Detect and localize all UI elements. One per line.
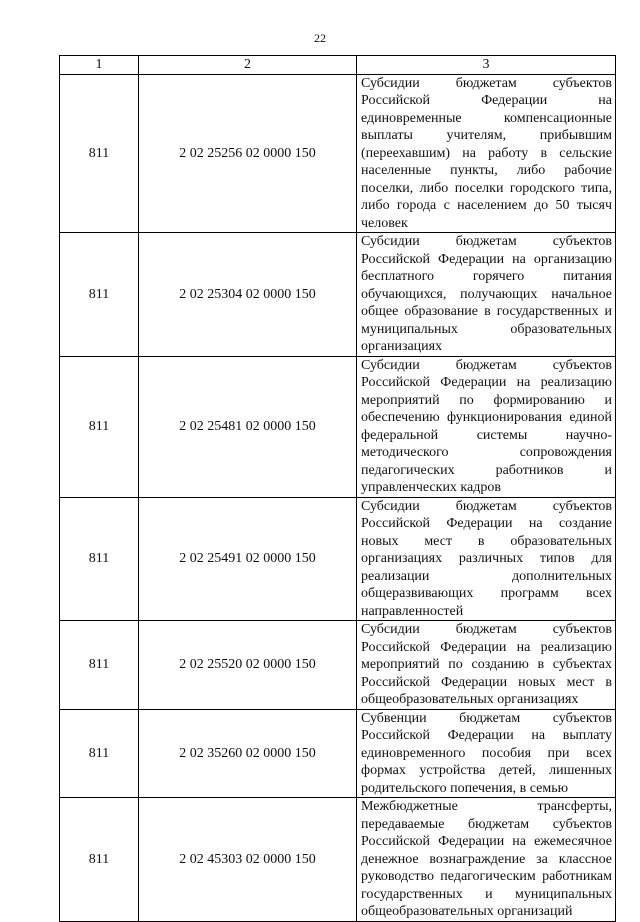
revenue-name-cell: Субсидии бюджетам субъектов Российской Федерации на организацию бесплатного горячего питания обучающихся, получающих начальное общее образование в государственных и муниципальных образовательных организациях bbox=[357, 233, 616, 357]
table-header-row bbox=[60, 56, 616, 75]
admin-code-cell: 811 bbox=[60, 356, 139, 497]
admin-code-cell: 811 bbox=[60, 798, 139, 922]
table-row bbox=[60, 233, 616, 357]
page-number: 22 bbox=[314, 31, 326, 45]
budget-code-cell: 2 02 25520 02 0000 150 bbox=[139, 621, 357, 710]
budget-code-cell: 2 02 25256 02 0000 150 bbox=[139, 74, 357, 233]
budget-classification-table bbox=[59, 55, 616, 922]
revenue-name-cell: Субвенции бюджетам субъектов Российской Федерации на выплату единовременного пособия при всех формах устройства детей, лишенных родительского попечения, в семью bbox=[357, 709, 616, 798]
column-header-2: 2 bbox=[139, 56, 357, 75]
admin-code-cell: 811 bbox=[60, 233, 139, 357]
budget-code-cell: 2 02 25304 02 0000 150 bbox=[139, 233, 357, 357]
revenue-name-cell: Межбюджетные трансферты, передаваемые бюджетам субъектов Российской Федерации на ежемесячное денежное вознаграждение за классное руководство педагогическим работникам государственных и муниципальных общеобразовательных организаций bbox=[357, 798, 616, 922]
column-header-1: 1 bbox=[60, 56, 139, 75]
table-row bbox=[60, 74, 616, 233]
table-row bbox=[60, 497, 616, 621]
table-row bbox=[60, 709, 616, 798]
admin-code-cell: 811 bbox=[60, 74, 139, 233]
revenue-name-cell: Субсидии бюджетам субъектов Российской Федерации на реализацию мероприятий по созданию в субъектах Российской Федерации новых мест в общеобразовательных организациях bbox=[357, 621, 616, 710]
admin-code-cell: 811 bbox=[60, 497, 139, 621]
budget-code-cell: 2 02 25481 02 0000 150 bbox=[139, 356, 357, 497]
table-row bbox=[60, 356, 616, 497]
revenue-name-cell: Субсидии бюджетам субъектов Российской Федерации на реализацию мероприятий по формированию и обеспечению функционирования единой федеральной системы научно-методического сопровождения педагогических работников и управленческих кадров bbox=[357, 356, 616, 497]
admin-code-cell: 811 bbox=[60, 621, 139, 710]
admin-code-cell: 811 bbox=[60, 709, 139, 798]
table-row bbox=[60, 798, 616, 922]
budget-code-cell: 2 02 45303 02 0000 150 bbox=[139, 798, 357, 922]
column-header-3: 3 bbox=[357, 56, 616, 75]
revenue-name-cell: Субсидии бюджетам субъектов Российской Федерации на создание новых мест в образовательных организациях различных типов для реализации дополнительных общеразвивающих программ всех направленностей bbox=[357, 497, 616, 621]
budget-code-cell: 2 02 35260 02 0000 150 bbox=[139, 709, 357, 798]
budget-code-cell: 2 02 25491 02 0000 150 bbox=[139, 497, 357, 621]
revenue-name-cell: Субсидии бюджетам субъектов Российской Федерации на единовременные компенсационные выплаты учителям, прибывшим (переехавшим) на работу в сельские населенные пункты, либо рабочие поселки, либо поселки городского типа, либо города с населением до 50 тысяч человек bbox=[357, 74, 616, 233]
table-row bbox=[60, 621, 616, 710]
